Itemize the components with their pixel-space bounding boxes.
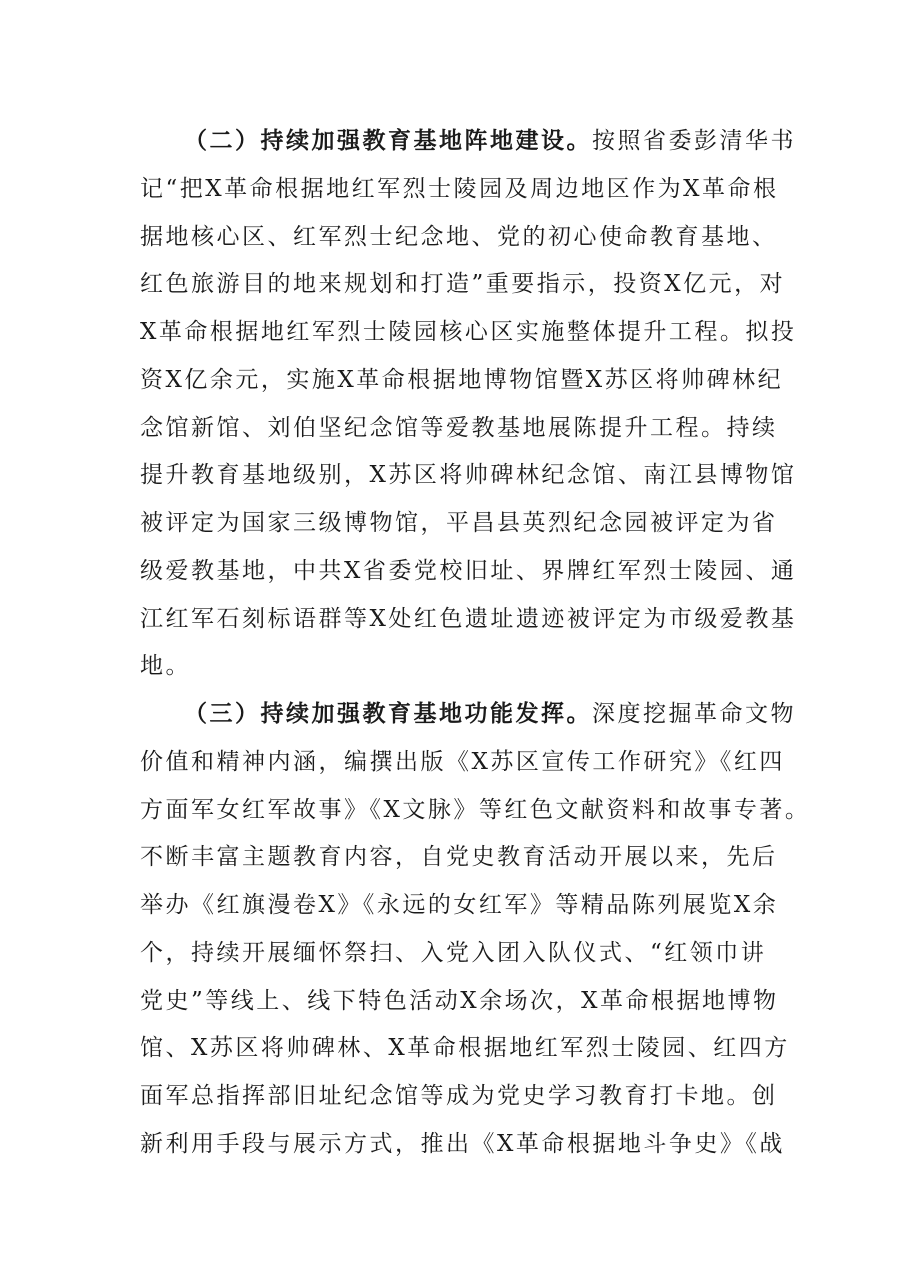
section-3-first-line-text: 深度挖掘革命文物 (592, 701, 796, 727)
paragraph-3-first-line (140, 691, 796, 739)
text-line: 江红军石刻标语群等X处红色遗址遗迹被评定为市级爱教基 (140, 605, 797, 632)
text-line: X革命根据地红军烈士陵园核心区实施整体提升工程。拟投 (140, 319, 797, 345)
text-line: 新利用手段与展示方式，推出《X革命根据地斗争史》《战 (140, 1130, 785, 1157)
section-2-first-line-text: 按照省委彭清华书 (592, 128, 796, 154)
document-body (140, 118, 811, 1169)
text-line: 被评定为国家三级博物馆，平昌县英烈纪念园被评定为省 (140, 510, 778, 536)
text-line: 面军总指挥部旧址纪念馆等成为党史学习教育打卡地。创 (140, 1083, 778, 1109)
text-line: 提升教育基地级别，X苏区将帅碑林纪念馆、南江县博物馆 (140, 462, 797, 489)
text-line: 不断丰富主题教育内容，自党史教育活动开展以来，先后 (140, 844, 778, 871)
section-2-heading: （二）持续加强教育基地阵地建设。 (184, 128, 592, 154)
text-line: 价值和精神内涵，编撰出版《X苏区宣传工作研究》《红四 (140, 748, 785, 775)
text-line: 红色旅游目的地来规划和打造”重要指示，投资X亿元，对 (140, 271, 786, 298)
text-line: 级爱教基地，中共X省委党校旧址、界牌红军烈士陵园、通 (140, 557, 797, 584)
text-line: 地。 (140, 653, 191, 680)
text-line: 资X亿余元，实施X革命根据地博物馆暨X苏区将帅碑林纪 (140, 366, 784, 393)
text-line: 念馆新馆、刘伯坚纪念馆等爱教基地展陈提升工程。持续 (140, 414, 778, 441)
text-line: 个，持续开展缅怀祭扫、入党入团入队仪式、“红领巾讲 (140, 939, 767, 966)
text-line: 方面军女红军故事》《X文脉》等红色文献资料和故事专著。 (140, 796, 811, 823)
paragraph-2-first-line (140, 118, 796, 166)
text-line: 党史”等线上、线下特色活动X余场次，X革命根据地博物 (140, 987, 779, 1014)
text-line: 举办《红旗漫卷X》《永远的女红军》等精品陈列展览X余 (140, 892, 779, 918)
text-line: 馆、X苏区将帅碑林、X革命根据地红军烈士陵园、红四方 (140, 1035, 790, 1062)
text-line: 记“把X革命根据地红军烈士陵园及周边地区作为X革命根 (140, 175, 779, 202)
section-3-heading: （三）持续加强教育基地功能发挥。 (184, 701, 592, 727)
text-line: 据地核心区、红军烈士纪念地、党的初心使命教育基地、 (140, 223, 778, 250)
